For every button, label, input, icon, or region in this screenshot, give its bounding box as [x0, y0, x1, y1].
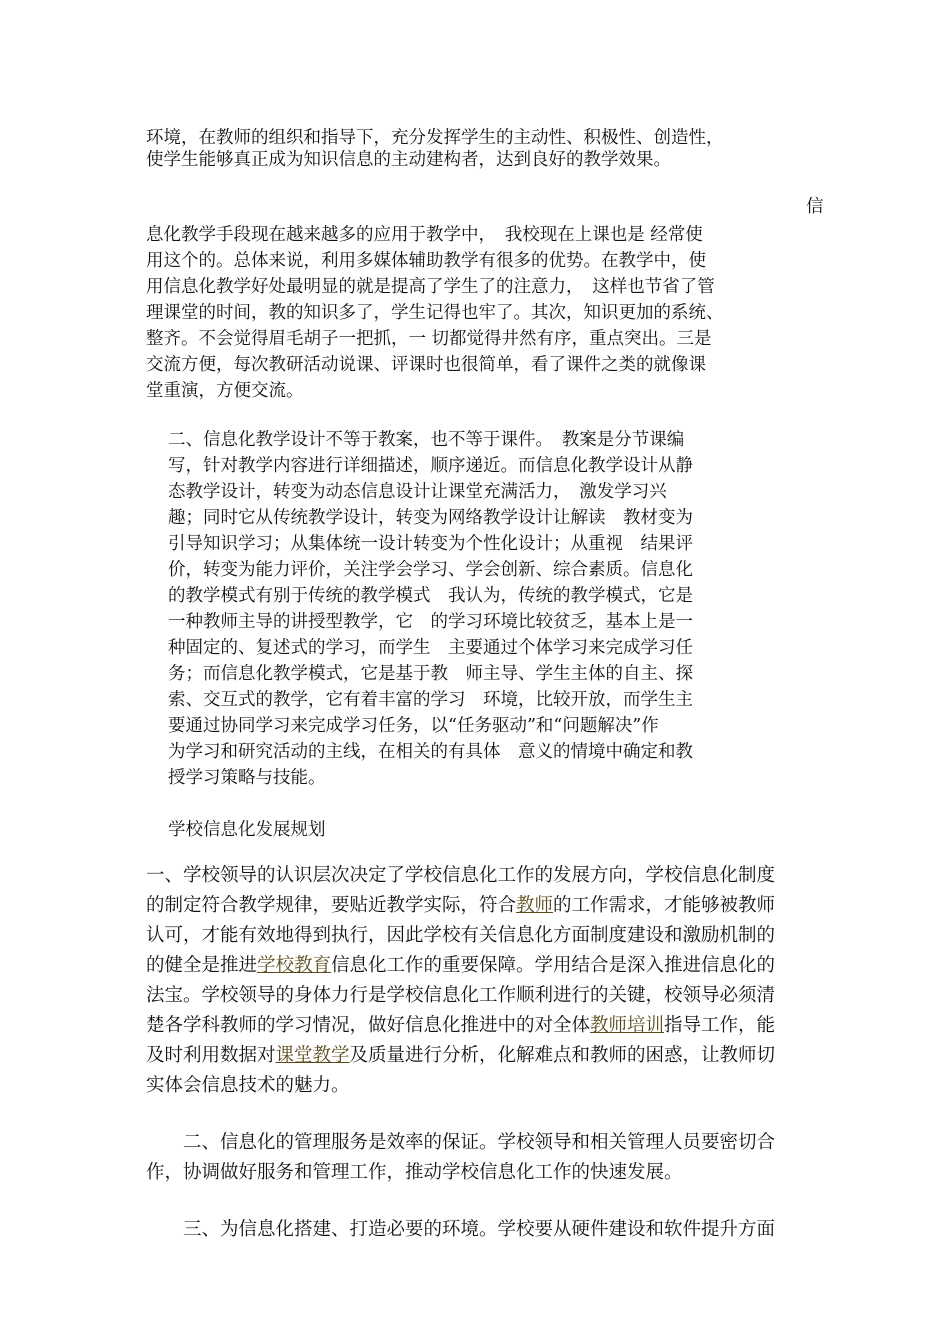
text-line	[146, 951, 775, 981]
text-line	[146, 1041, 775, 1071]
text-line: 二、信息化的管理服务是效率的保证。学校领导和相关管理人员要密切合	[146, 1132, 776, 1153]
text-segment: 的健全是推进	[146, 955, 258, 976]
link-teacher[interactable]: 教师	[516, 895, 554, 916]
text-line: 三、为信息化搭建、打造必要的环境。学校要从硬件建设和软件提升方面	[146, 1219, 776, 1240]
text-line: 使学生能够真正成为知识信息的主动建构者，达到良好的教学效果。	[146, 150, 671, 170]
text-line: 态教学设计，转变为动态信息设计让课堂充满活力， 激发学习兴	[168, 482, 667, 502]
text-line: 堂重演，方便交流。	[146, 381, 304, 401]
text-segment: 楚各学科教师的学习情况，做好信息化推进中的对全体	[146, 1015, 591, 1036]
text-segment: 指导工作，能	[664, 1015, 776, 1036]
drop-char: 信	[806, 197, 824, 217]
section-heading: 学校信息化发展规划	[168, 820, 326, 840]
text-line: 要通过协同学习来完成学习任务，以“任务驱动”和“问题解决”作	[168, 716, 659, 736]
text-line: 价，转变为能力评价，关注学会学习、学会创新、综合素质。信息化	[168, 560, 693, 580]
text-line: 整齐。不会觉得眉毛胡子一把抓，一 切都觉得井然有序，重点突出。三是	[146, 329, 712, 349]
text-segment: 的制定符合教学规律，要贴近教学实际，符合	[146, 895, 517, 916]
text-line: 授学习策略与技能。	[168, 768, 326, 788]
text-line: 种固定的、复述式的学习，而学生 主要通过个体学习来完成学习任	[168, 638, 693, 658]
text-line	[146, 891, 775, 921]
text-line: 用这个的。总体来说，利用多媒体辅助教学有很多的优势。在教学中，使	[146, 251, 706, 271]
text-segment: 的工作需求，才能够被教师	[553, 895, 776, 916]
text-segment: 及质量进行分析，化解难点和教师的困惑，让教师切	[349, 1045, 776, 1066]
text-line: 环境，在教师的组织和指导下，充分发挥学生的主动性、积极性、创造性，	[146, 128, 724, 148]
text-line: 的教学模式有别于传统的教学模式 我认为，传统的教学模式，它是	[168, 586, 693, 606]
text-line: 理课堂的时间，教的知识多了，学生记得也牢了。其次，知识更加的系统、	[146, 303, 724, 323]
link-school-education[interactable]: 学校教育	[257, 955, 332, 976]
text-line: 为学习和研究活动的主线，在相关的有具体 意义的情境中确定和教	[168, 742, 693, 762]
text-line: 趣；同时它从传统教学设计，转变为网络教学设计让解读 教材变为	[168, 508, 693, 528]
text-segment: 及时利用数据对	[146, 1045, 276, 1066]
text-line: 认可，才能有效地得到执行，因此学校有关信息化方面制度建设和激励机制的	[146, 925, 776, 946]
link-classroom-teaching[interactable]: 课堂教学	[275, 1045, 350, 1066]
text-line: 索、交互式的教学，它有着丰富的学习 环境，比较开放，而学生主	[168, 690, 693, 710]
text-line: 法宝。学校领导的身体力行是学校信息化工作顺利进行的关键，校领导必须清	[146, 985, 776, 1006]
text-line: 实体会信息技术的魅力。	[146, 1075, 350, 1096]
text-line: 一、学校领导的认识层次决定了学校信息化工作的发展方向，学校信息化制度	[146, 865, 776, 886]
text-line: 息化教学手段现在越来越多的应用于教学中， 我校现在上课也是 经常使	[146, 225, 703, 245]
text-segment: 信息化工作的重要保障。学用结合是深入推进信息化的	[331, 955, 776, 976]
text-line: 作，协调做好服务和管理工作，推动学校信息化工作的快速发展。	[146, 1162, 683, 1183]
text-line: 二、信息化教学设计不等于教案，也不等于课件。 教案是分节课编	[168, 430, 685, 450]
link-teacher-training[interactable]: 教师培训	[590, 1015, 665, 1036]
text-line: 交流方便，每次教研活动说课、评课时也很简单，看了课件之类的就像课	[146, 355, 706, 375]
text-line: 一种教师主导的讲授型教学，它 的学习环境比较贫乏，基本上是一	[168, 612, 693, 632]
text-line: 用信息化教学好处最明显的就是提高了学生了的注意力， 这样也节省了管	[146, 277, 715, 297]
text-line: 引导知识学习；从集体统一设计转变为个性化设计；从重视 结果评	[168, 534, 693, 554]
text-line	[146, 1011, 775, 1041]
text-line: 务；而信息化教学模式，它是基于教 师主导、学生主体的自主、探	[168, 664, 693, 684]
text-line: 写，针对教学内容进行详细描述，顺序递近。而信息化教学设计从静	[168, 456, 693, 476]
